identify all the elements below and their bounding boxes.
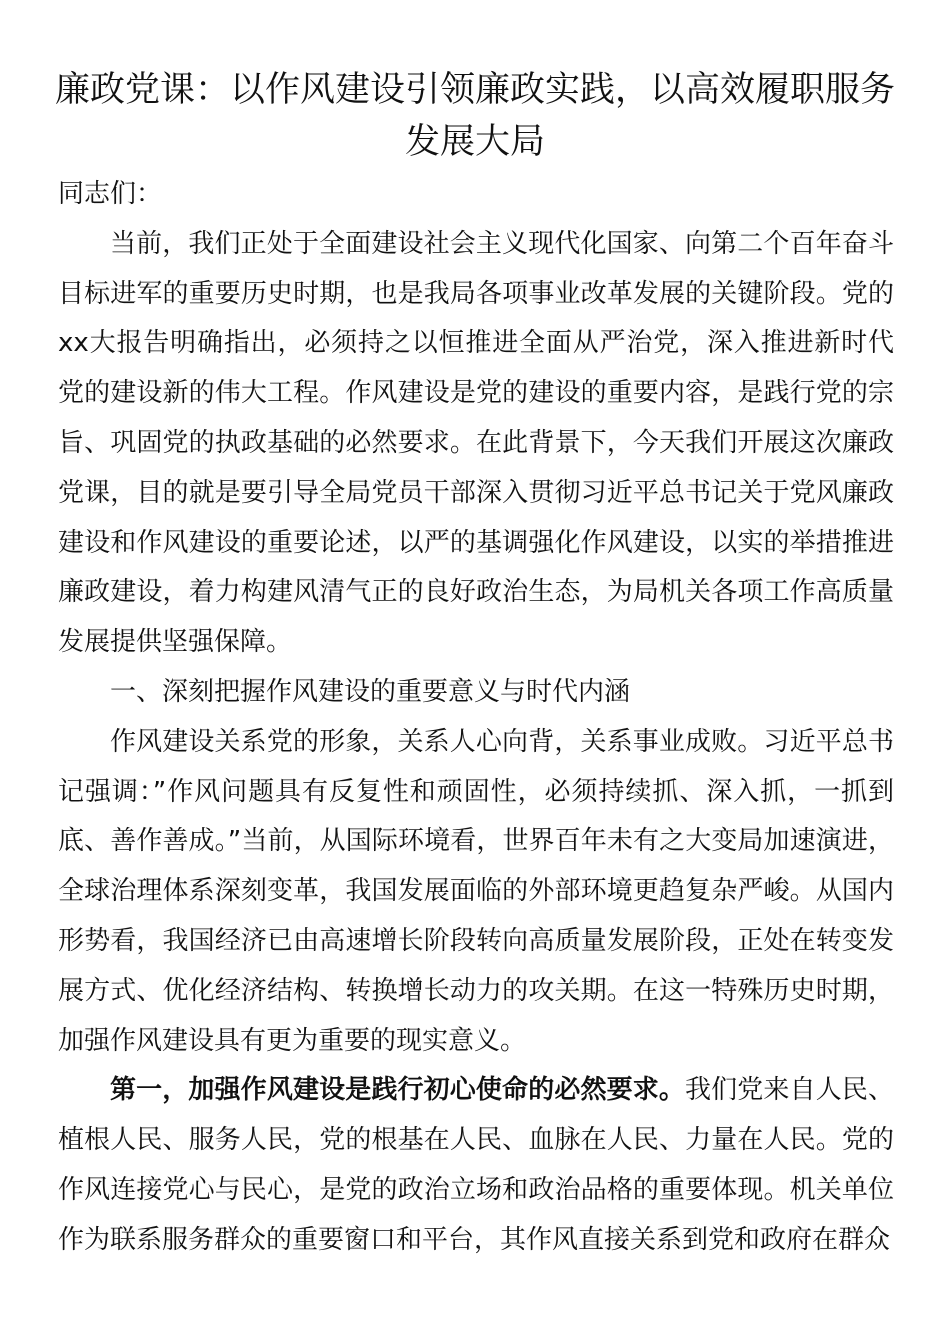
document-body [58,170,894,1266]
paragraph-lead: 第一，加强作风建设是践行初心使命的必然要求。 [110,1075,686,1106]
paragraph-significance [58,718,894,1067]
paragraph-intro [58,220,894,668]
document-title: 廉政党课：以作风建设引领廉政实践，以高效履职服务发展大局 [54,70,895,162]
section-heading [58,668,894,718]
paragraph-text: 当前，我们正处于全面建设社会主义现代化国家、向第二个百年奋斗目标进军的重要历史时期，也是我局各项事业改革发展的关键阶段。党的xx大报告明确指出，必须持之以恒推进全面从严治党，深入推进新时代党的建设新的伟大工程。作风建设是党的建设的重要内容，是践行党的宗旨、巩固党的执政基础的必然要求。在此背景下，今天我们开展这次廉政党课，目的就是要引导全局党员干部深入贯彻习近平总书记关于党风廉政建设和作风建设的重要论述，以严的基调强化作风建设，以实的举措推进廉政建设，着力构建风清气正的良好政治生态，为局机关各项工作高质量发展提供坚强保障。 [58,228,894,658]
salutation: 同志们： [58,179,163,209]
section-heading-text: 一、深刻把握作风建设的重要意义与时代内涵 [110,676,631,707]
paragraph-first-point [58,1066,894,1265]
paragraph-text: 我们党来自人民、植根人民、服务人民，党的根基在人民、血脉在人民、力量在人民。党的作风连接党心与民心，是党的政治立场和政治品格的重要体现。机关单位作为联系服务群众的重要窗口和平台，其作风直接关系到党和政府在群众 [58,1075,894,1255]
paragraph-text: 作风建设关系党的形象，关系人心向背，关系事业成败。习近平总书记强调：”作风问题具有反复性和顽固性，必须持续抓、深入抓，一抓到底、善作善成。”当前，从国际环境看，世界百年未有之大变局加速演进，全球治理体系深刻变革，我国发展面临的外部环境更趋复杂严峻。从国内形势看，我国经济已由高速增长阶段转向高质量发展阶段，正处在转变发展方式、优化经济结构、转换增长动力的攻关期。在这一特殊历史时期，加强作风建设具有更为重要的现实意义。 [58,726,894,1056]
